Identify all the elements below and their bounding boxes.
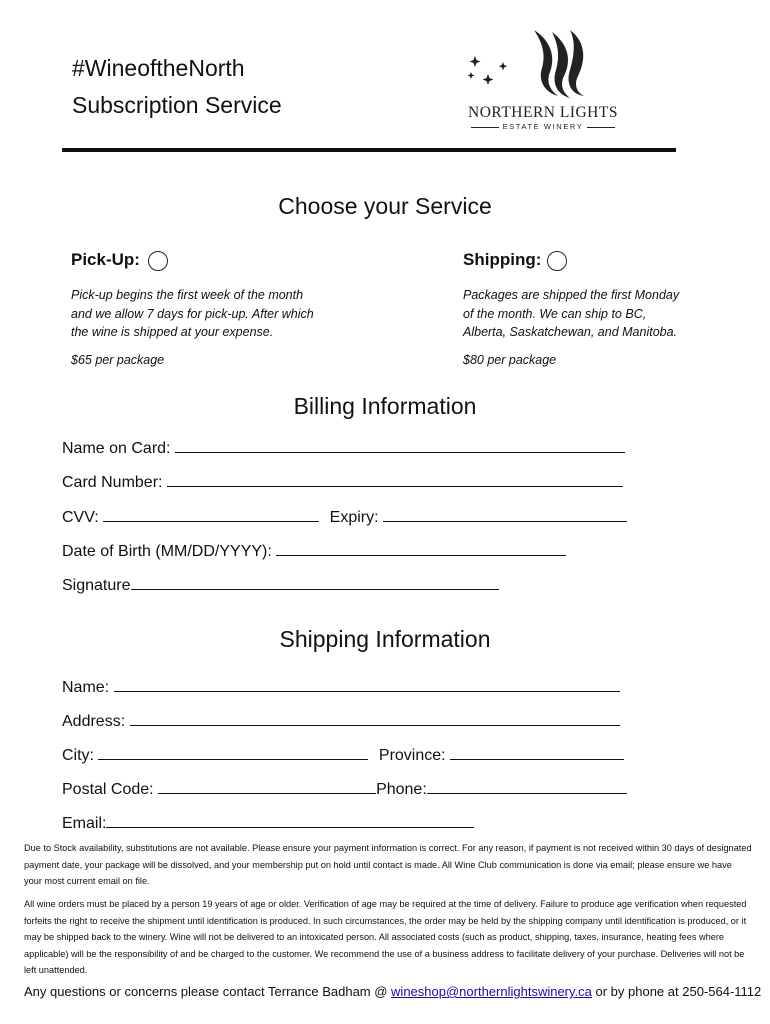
province-field[interactable] <box>450 744 624 760</box>
card-number-field[interactable] <box>167 471 623 487</box>
shipping-desc-line-3: Alberta, Saskatchewan, and Manitoba. <box>463 325 678 339</box>
dob-row <box>62 540 566 562</box>
name-on-card-label: Name on Card: <box>62 440 171 457</box>
shipping-description <box>463 286 703 342</box>
logo-divider-left <box>471 127 499 128</box>
pickup-price: $65 per package <box>71 353 165 367</box>
header-divider <box>62 148 676 152</box>
name-on-card-field[interactable] <box>175 437 625 453</box>
billing-heading: Billing Information <box>293 393 477 419</box>
pickup-option[interactable] <box>71 250 168 271</box>
dob-field[interactable] <box>276 540 566 556</box>
cvv-label: CVV: <box>62 509 99 526</box>
ship-name-row <box>62 676 620 698</box>
fine-print-paragraph-1: Due to Stock availability, substitutions are not available. Please ensure your payment information is correct. For any reason, if payment is not received within 30 days of designated payment date, your package will be dissolved, and your membership put on hold until contact is made. All Wine Club communication is done via email; please ensure we have your most current email on file. <box>24 843 752 887</box>
postal-code-label: Postal Code: <box>62 781 154 798</box>
card-number-row <box>62 471 623 493</box>
address-field[interactable] <box>130 710 620 726</box>
logo-subtitle <box>462 122 624 131</box>
city-field[interactable] <box>98 744 368 760</box>
dob-label: Date of Birth (MM/DD/YYYY): <box>62 543 272 560</box>
postal-phone-row <box>62 778 627 800</box>
name-on-card-row <box>62 437 625 459</box>
shipping-info-heading: Shipping Information <box>279 626 491 652</box>
ship-name-label: Name: <box>62 679 110 696</box>
pickup-radio[interactable] <box>148 251 168 271</box>
ship-name-field[interactable] <box>114 676 620 692</box>
service-heading: Choose your Service <box>278 193 492 219</box>
province-label: Province: <box>378 747 446 764</box>
contact-email-link[interactable]: wineshop@northernlightswinery.ca <box>391 984 592 999</box>
email-row <box>62 812 474 834</box>
signature-field[interactable] <box>131 574 499 590</box>
expiry-label: Expiry: <box>329 509 379 526</box>
cvv-field[interactable] <box>103 506 319 522</box>
pickup-description <box>71 286 341 342</box>
signature-label: Signature <box>62 577 131 594</box>
logo-subtitle-text: ESTATE WINERY <box>502 122 584 131</box>
postal-code-field[interactable] <box>158 778 376 794</box>
shipping-option[interactable] <box>463 250 567 271</box>
logo-divider-right <box>587 127 615 128</box>
contact-prefix: Any questions or concerns please contact Terrance Badham @ <box>24 984 392 999</box>
phone-label: Phone: <box>376 781 427 798</box>
page-title-line-1: #WineoftheNorth <box>72 55 245 81</box>
card-number-label: Card Number: <box>62 474 163 491</box>
pickup-desc-line-2: and we allow 7 days for pick-up. After which <box>71 306 314 321</box>
city-label: City: <box>62 747 94 764</box>
pickup-desc-line-1: Pick-up begins the first week of the month <box>71 288 304 302</box>
shipping-radio[interactable] <box>547 251 567 271</box>
logo-name: NORTHERN LIGHTS <box>468 104 618 121</box>
contact-suffix: or by phone at 250-564-1112 <box>591 984 762 999</box>
phone-field[interactable] <box>427 778 627 794</box>
address-label: Address: <box>62 713 126 730</box>
signature-row <box>62 574 499 596</box>
pickup-desc-line-3: the wine is shipped at your expense. <box>71 325 274 339</box>
email-label: Email: <box>62 815 107 832</box>
shipping-desc-line-2: of the month. We can ship to BC, <box>463 306 647 321</box>
cvv-expiry-row <box>62 506 627 528</box>
shipping-price: $80 per package <box>463 353 557 367</box>
page-title-line-2: Subscription Service <box>72 92 282 118</box>
expiry-field[interactable] <box>383 506 627 522</box>
contact-line <box>24 984 761 999</box>
shipping-label: Shipping: <box>463 250 542 269</box>
pickup-label: Pick-Up: <box>71 250 140 269</box>
shipping-desc-line-1: Packages are shipped the first Monday <box>463 288 680 302</box>
fine-print-paragraph-2: All wine orders must be placed by a person 19 years of age or older. Verification of age may be required at the time of delivery. Failure to produce age verification when requested forfeits the right to receive the shipment until identification is produced. In such circumstances, the order may be held by the shipping company until identification is produced, or it may be shipped back to the winery. Wine will not be delivered to an intoxicated person. All associated costs (such as product, shipping, taxes, insurance, heating fees where applicable) will be the responsibility of and be charged to the customer. We recommend the use of a business address to facilitate delivery of your purchase. Deliveries will not be left unattended. <box>24 899 747 976</box>
address-row <box>62 710 620 732</box>
city-province-row <box>62 744 624 766</box>
email-field[interactable] <box>106 812 474 828</box>
